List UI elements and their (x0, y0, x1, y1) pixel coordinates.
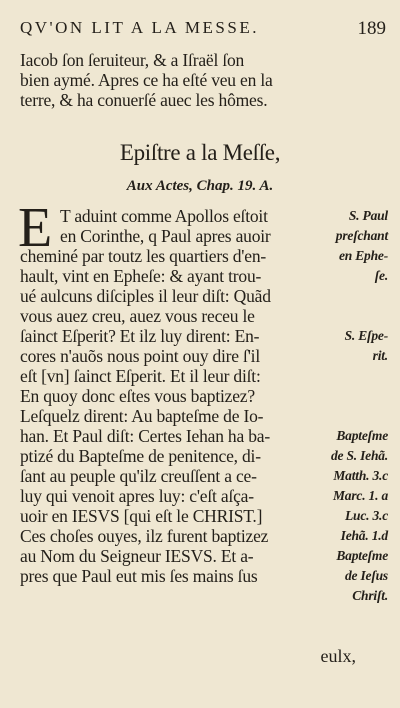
margin-note: Matth. 3.c (333, 468, 388, 483)
margin-note: Iehã. 1.d (340, 528, 388, 543)
text-line: cheminé par toutz les quartiers d'en- (20, 246, 266, 266)
section-title: Epiſtre a la Meſſe, (119, 140, 281, 165)
margin-note: S. Eſpe- (344, 328, 388, 343)
margin-note: Luc. 3.c (344, 508, 388, 523)
text-line: eſt [vn] ſainct Eſperit. Et il leur diſt: (20, 366, 261, 386)
text-line: au Nom du Seigneur IESVS. Et a- (20, 546, 254, 566)
catchword: eulx, (320, 646, 356, 666)
margin-note: preſchant (335, 228, 388, 243)
text-line: Ces choſes ouyes, ilz furent baptizez (20, 526, 269, 546)
text-line: vous auez creu, auez vous receu le (20, 306, 255, 326)
text-line: ué aulcuns diſciples il leur diſt: Quãd (20, 286, 271, 306)
text-line: cores n'auõs nous point ouy dire ſ'il (20, 346, 260, 366)
margin-note: en Ephe- (338, 248, 388, 263)
margin-note: rit. (372, 348, 388, 363)
text-line: uoir en IESVS [qui eſt le CHRIST.] (20, 506, 263, 526)
drop-cap: E (18, 197, 53, 259)
text-line: ſainct Eſperit? Et ilz luy dirent: En- (20, 326, 260, 346)
text-line: En quoy donc eſtes vous baptizez? (20, 386, 255, 406)
margin-note: ſe. (374, 268, 388, 283)
margin-note: de S. Iehã. (330, 448, 388, 463)
margin-note: de Ieſus (344, 568, 388, 583)
text-line: pres que Paul eut mis ſes mains ſus (20, 566, 258, 586)
text-line: en Corinthe, q Paul apres auoir (60, 226, 271, 246)
section-subtitle: Aux Actes, Chap. 19. A. (126, 178, 274, 194)
page-number: 189 (357, 18, 386, 39)
text-line: bien aymé. Apres ce ha eſté veu en la (20, 70, 273, 90)
margin-note: Chriſt. (352, 588, 388, 603)
text-line: ptizé du Bapteſme de penitence, di- (20, 446, 261, 466)
text-line: terre, & ha conuerſé auec les hômes. (20, 90, 268, 110)
text-line: luy qui venoit apres luy: c'eſt aſça- (20, 486, 254, 506)
running-title: QV'ON LIT A LA MESSE. (20, 18, 259, 37)
text-line: T aduint comme Apollos eſtoit (60, 206, 268, 226)
text-line: hault, vint en Epheſe: & ayant trou- (20, 266, 262, 286)
margin-note: Bapteſme (336, 428, 388, 443)
margin-note: S. Paul (348, 208, 388, 223)
text-line: Iacob ſon ſeruiteur, & a Iſraël ſon (20, 50, 245, 70)
text-line: Leſquelz dirent: Au bapteſme de Io- (20, 406, 264, 426)
margin-note: Marc. 1. a (333, 488, 388, 503)
margin-note: Bapteſme (336, 548, 388, 563)
text-line: ſant au peuple qu'ilz creuſſent a ce- (20, 466, 257, 486)
text-line: han. Et Paul diſt: Certes Iehan ha ba- (20, 426, 270, 446)
